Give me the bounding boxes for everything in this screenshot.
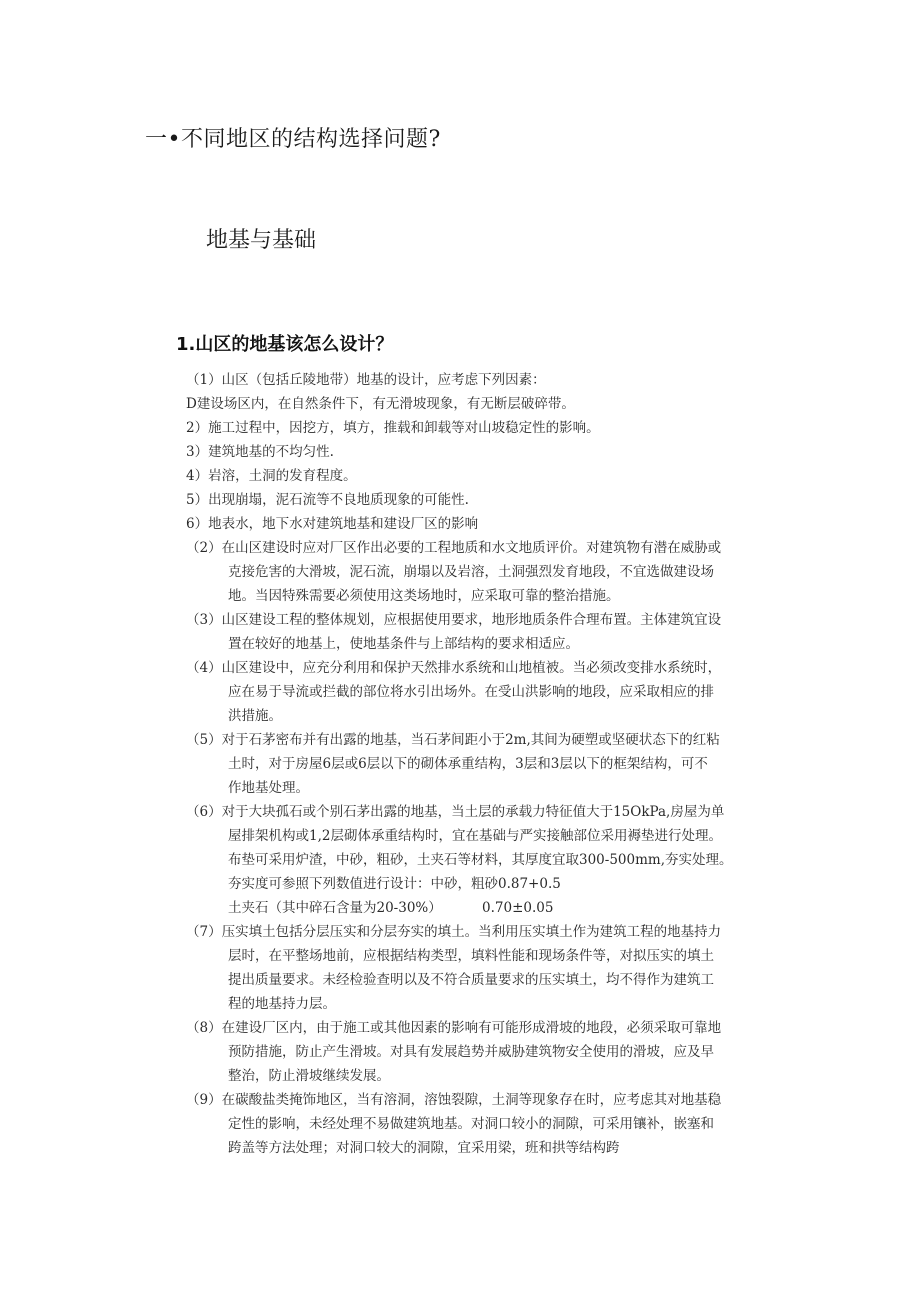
paragraph-line: （8）在建设厂区内，由于施工或其他因素的影响有可能形成滑坡的地段，必须采取可靠地 [186,1020,722,1036]
question-heading: 1.山区的地基该怎么设计？ [176,334,394,355]
paragraph-line: 层时，在平整场地前，应根据结构类型，填料性能和现场条件等，对拟压实的填土 [228,948,714,964]
paragraph-line: 6）地表水，地下水对建筑地基和建设厂区的影响 [186,516,479,532]
section-subtitle: 地基与基础 [206,228,317,253]
paragraph-line: （4）山区建设中，应充分利用和保护天然排水系统和山地植被。当必须改变排水系统时， [186,660,722,676]
paragraph-line: （9）在碳酸盐类掩饰地区，当有溶洞，溶蚀裂隙，土洞等现象存在时，应考虑其对地基稳 [186,1092,722,1108]
document-title: 一•不同地区的结构选择问题? [145,127,441,152]
paragraph-line: 置在较好的地基上，使地基条件与上部结构的要求相适应。 [228,636,579,652]
paragraph-line: 夯实度可参照下列数值进行设计：中砂，粗砂0.87+0.5 [228,876,561,892]
paragraph-line: 程的地基持力层。 [228,996,336,1012]
paragraph-line: （2）在山区建设时应对厂区作出必要的工程地质和水文地质评价。对建筑物有潜在威胁或 [186,540,722,556]
value-table-row [186,896,806,920]
paragraph-line: 布垫可采用炉渣，中砂，粗砂，土夹石等材料，其厚度宜取300-500mm,夯实处理。 [228,852,733,868]
table-row-label: 土夹石（其中碎石含量为20-30%） [228,900,442,916]
table-row-value: 0.70±0.05 [482,900,554,916]
paragraph-line: 屋排架机构或1,2层砌体承重结构时，宜在基础与严实接触部位采用褥垫进行处理。 [228,828,722,844]
paragraph-line: （6）对于大块孤石或个别石茅出露的地基，当土层的承载力特征值大于15OkPa,房屋为单 [186,804,725,820]
paragraph-line: 土时，对于房屋6层或6层以下的砌体承重结构，3层和3层以下的框架结构，可不 [228,756,708,772]
paragraph-line: 提出质量要求。未经检验查明以及不符合质量要求的压实填土，均不得作为建筑工 [228,972,714,988]
paragraph-line: 3）建筑地基的不均匀性. [186,444,334,460]
paragraph-line: （7）压实填土包括分层压实和分层夯实的填土。当利用压实填土作为建筑工程的地基持力 [186,924,722,940]
paragraph-line: 作地基处理。 [228,780,309,796]
paragraph-line: 整治，防止滑坡继续发展。 [228,1068,390,1084]
paragraph-line: 预防措施，防止产生滑坡。对具有发展趋势并威胁建筑物安全使用的滑坡，应及早 [228,1044,714,1060]
paragraph-line: （3）山区建设工程的整体规划，应根据使用要求，地形地质条件合理布置。主体建筑宜设 [186,612,722,628]
paragraph-line: 定性的影响，未经处理不易做建筑地基。对洞口较小的洞隙，可采用镶补，嵌塞和 [228,1116,714,1132]
paragraph-line: 洪措施。 [228,708,282,724]
paragraph-line: 地。当因特殊需要必须使用这类场地时，应采取可靠的整治措施。 [228,588,620,604]
paragraph-line: 跨盖等方法处理；对洞口较大的洞隙，宜采用梁，班和拱等结构跨 [228,1140,620,1156]
paragraph-line: 4）岩溶，土洞的发育程度。 [186,468,357,484]
paragraph-line: 5）出现崩塌，泥石流等不良地质现象的可能性. [186,492,469,508]
paragraph-line: 应在易于导流或拦截的部位将水引出场外。在受山洪影响的地段，应采取相应的排 [228,684,714,700]
paragraph-line: （1）山区（包括丘陵地带）地基的设计，应考虑下列因素： [186,372,546,388]
paragraph-line: 2）施工过程中，因挖方，填方，推载和卸载等对山坡稳定性的影响。 [186,420,600,436]
paragraph-line: D建设场区内，在自然条件下，有无滑坡现象，有无断层破碎带。 [186,396,575,412]
paragraph-line: （5）对于石茅密布并有出露的地基，当石茅间距小于2m,其间为硬塑或坚硬状态下的红粘 [186,732,720,748]
paragraph-line: 克接危害的大滑坡，泥石流，崩塌以及岩溶，土洞强烈发育地段，不宜选做建设场 [228,564,714,580]
document-body [186,368,806,1160]
